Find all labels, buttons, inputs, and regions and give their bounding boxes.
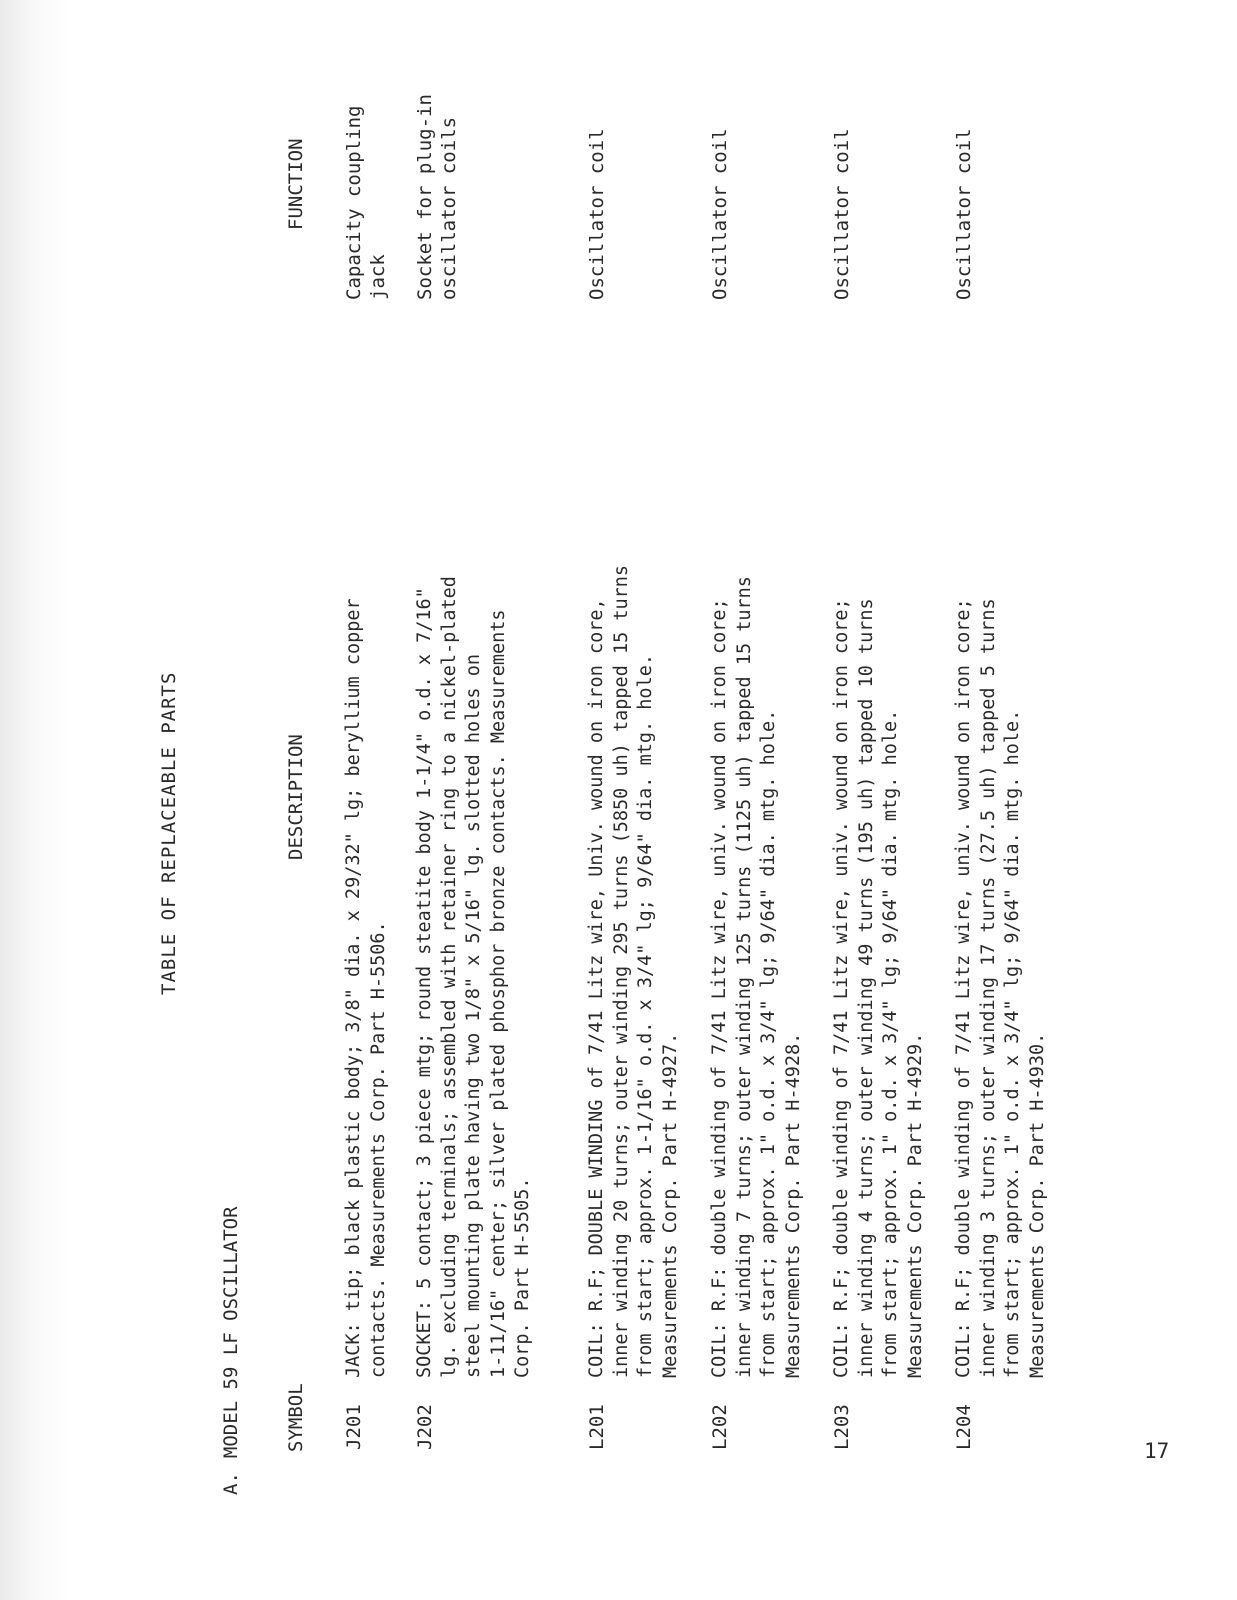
part-row-j202	[413, 0, 543, 1600]
part-function: Oscillator coil	[953, 128, 975, 300]
part-symbol: L204	[953, 1404, 975, 1450]
part-symbol: J202	[414, 1404, 436, 1450]
section-letter: A.	[220, 1472, 242, 1495]
section-name: MODEL 59 LF OSCILLATOR	[220, 1206, 242, 1459]
part-row-l204	[952, 0, 1082, 1600]
column-header-function: FUNCTION	[285, 138, 307, 230]
section-heading	[220, 1206, 242, 1495]
part-symbol: L203	[831, 1404, 853, 1450]
column-header-symbol: SYMBOL	[285, 1383, 307, 1452]
part-description: COIL: R.F; double winding of 7/41 Litz wire, univ. wound on iron core; inner winding 3 turns; outer winding 17 turns (27.5 uh) tapped 5 turns from start; approx. 1" o.d. x 3/4" lg; 9/64" dia. mtg. hole. Measurements Corp. Part H-4930.	[953, 598, 1048, 1378]
part-function: Capacity coupling jack	[343, 105, 389, 300]
part-function: Oscillator coil	[709, 128, 731, 300]
column-header-description: DESCRIPTION	[285, 734, 307, 860]
part-row-l202	[708, 0, 838, 1600]
part-symbol: J201	[343, 1404, 365, 1450]
part-function: Oscillator coil	[586, 128, 608, 300]
part-symbol: L202	[709, 1404, 731, 1450]
part-description: COIL: R.F; DOUBLE WINDING of 7/41 Litz wire, Univ. wound on iron core, inner winding 20 turns; outer winding 295 turns (5850 uh) tapped 15 turns from start; approx. 1-1/16" o.d. x 3/4" lg; 9/64" dia. mtg. hole. Measurements Corp. Part H-4927.	[586, 564, 681, 1378]
part-function: Oscillator coil	[831, 128, 853, 300]
part-function: Socket for plug-in oscillator coils	[414, 94, 460, 300]
part-description: COIL: R.F; double winding of 7/41 Litz wire, univ. wound on iron core; inner winding 4 turns; outer winding 49 turns (195 uh) tapped 10 turns from start; approx. 1" o.d. x 3/4" lg; 9/64" dia. mtg. hole. Measurements Corp. Part H-4929.	[831, 598, 926, 1378]
part-row-l203	[830, 0, 960, 1600]
part-description: COIL: R.F: double winding of 7/41 Litz wire, univ. wound on iron core; inner winding 7 turns; outer winding 125 turns (1125 uh) tapped 15 turns from start; approx. 1" o.d. x 3/4" lg; 9/64" dia. mtg. hole. Measurements Corp. Part H-4928.	[709, 576, 804, 1378]
part-row-l201	[585, 0, 715, 1600]
part-description: SOCKET: 5 contact; 3 piece mtg; round steatite body 1-1/4" o.d. x 7/16" lg. excluding terminals; assembled with retainer ring to a nickel-plated steel mounting plate having two 1/8" x 5/16" lg. slotted holes on 1-11/16" center; silver plated phosphor bronze contacts. Measurements Corp. Part H-5505.	[414, 576, 533, 1378]
page-number: 17	[1144, 1439, 1170, 1463]
part-symbol: L201	[586, 1404, 608, 1450]
part-description: JACK: tip; black plastic body; 3/8" dia. x 29/32" lg; beryllium copper contacts. Measurements Corp. Part H-5506.	[343, 598, 389, 1378]
page-title: TABLE OF REPLACEABLE PARTS	[158, 671, 180, 995]
